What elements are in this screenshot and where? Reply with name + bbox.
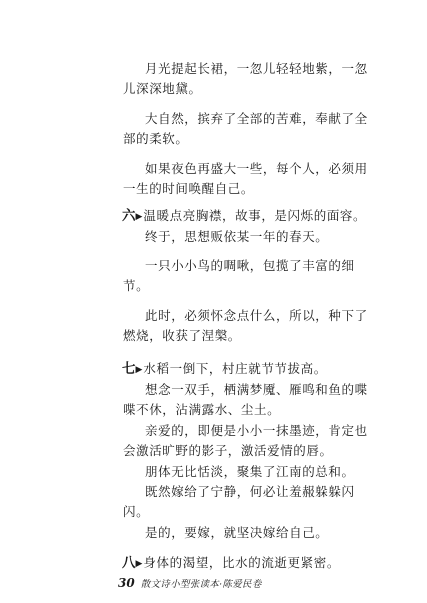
text-line: 闪。 xyxy=(123,504,150,520)
page-footer xyxy=(118,576,262,592)
text-line: 会激活旷野的影子，激活爱情的唇。 xyxy=(123,442,333,458)
section-number: 六 xyxy=(122,208,136,225)
section-6-first-line xyxy=(122,208,366,225)
section-number: 七 xyxy=(122,361,136,377)
text-line: 此时，必须怀念点什么，所以，种下了 xyxy=(145,308,368,324)
text-line: 身体的渴望，比水的流逝更紧密。 xyxy=(143,555,340,570)
text-line: 一生的时间唤醒自己。 xyxy=(123,180,255,196)
text-line: 喋不休，沾满露水、尘土。 xyxy=(123,401,281,417)
section-7-first-line xyxy=(122,361,327,378)
text-line: 朋体无比恬淡，聚集了江南的总和。 xyxy=(145,463,355,479)
text-line: 是的，要嫁，就坚决嫁给自己。 xyxy=(145,524,329,540)
triangle-arrow-icon: ▶ xyxy=(135,365,143,375)
triangle-arrow-icon: ▶ xyxy=(135,212,143,223)
text-line: 节。 xyxy=(123,278,150,294)
page-number: 30 xyxy=(118,576,135,590)
text-line: 想念一双手，栖满梦魇、雁鸣和鱼的喋 xyxy=(145,381,368,397)
section-number: 八 xyxy=(122,555,136,571)
text-line: 如果夜色再盛大一些，每个人，必须用 xyxy=(145,161,368,176)
text-line: 大自然，摈弃了全部的苦难，奉献了全 xyxy=(145,111,368,126)
triangle-arrow-icon: ▶ xyxy=(135,559,143,569)
text-line: 亲爱的，即便是小小一抹墨迹，肯定也 xyxy=(145,423,368,439)
section-8-first-line xyxy=(122,555,340,572)
text-line: 月光提起长裙，一忽儿轻轻地紫，一忽 xyxy=(145,61,368,76)
text-line: 部的柔软。 xyxy=(123,130,189,146)
text-line: 一只小小鸟的啁啾，包揽了丰富的细 xyxy=(145,258,355,274)
text-line: 既然嫁给了宁静，何必让羞赧躲躲闪 xyxy=(145,484,355,500)
text-line: 燃烧，收获了涅槃。 xyxy=(123,328,241,344)
text-line: 温暖点亮胸襟，故事，是闪烁的面容。 xyxy=(143,208,367,224)
text-line: 儿深深地黛。 xyxy=(123,80,202,96)
text-line: 终于，思想贩依某一年的春天。 xyxy=(145,229,329,245)
text-line: 水稻一倒下，村庄就节节拔高。 xyxy=(143,361,327,376)
book-title: 散文诗小型张读本·陈爱民卷 xyxy=(140,579,262,590)
